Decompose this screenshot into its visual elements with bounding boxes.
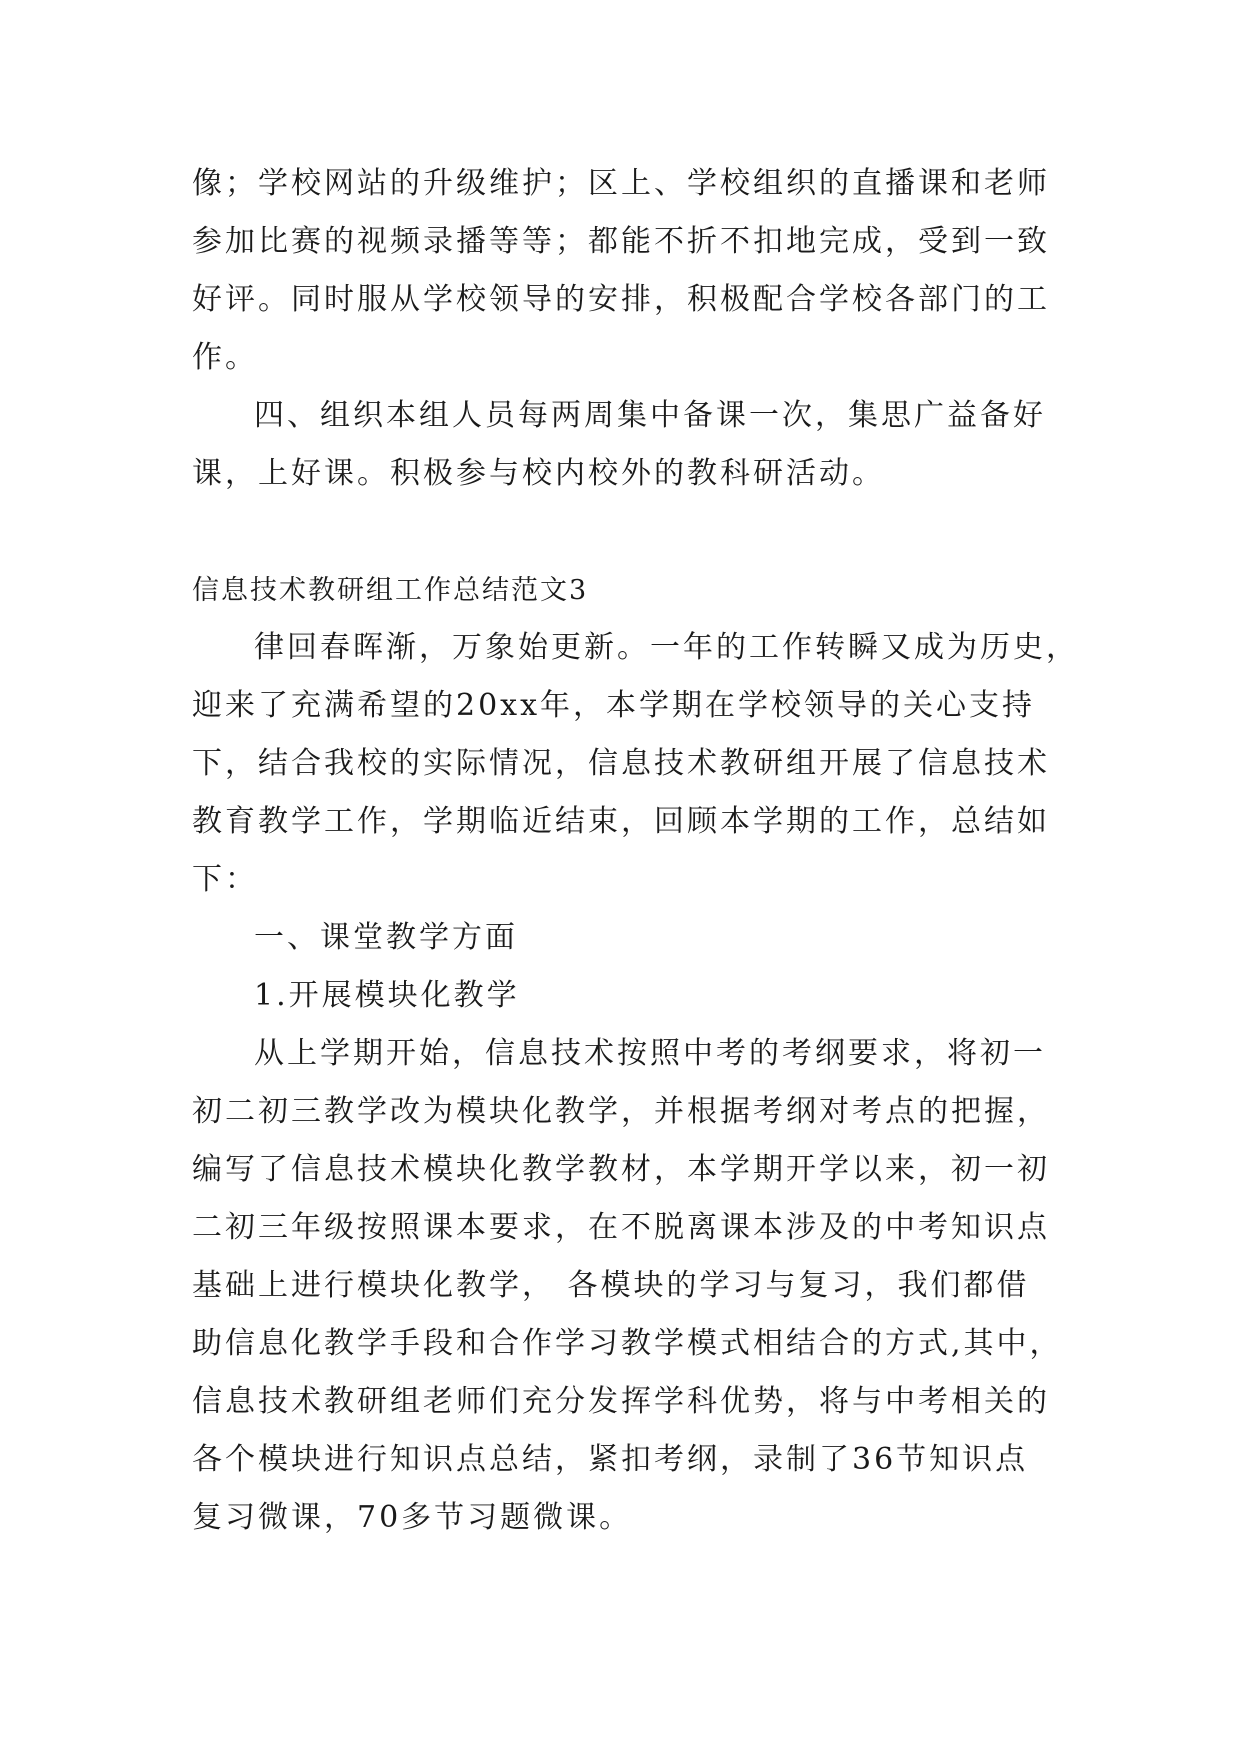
paragraph-line: 助信息化教学手段和合作学习教学模式相结合的方式,其中， xyxy=(192,1326,1063,1361)
paragraph-line: 基础上进行模块化教学， 各模块的学习与复习，我们都借 xyxy=(192,1268,1030,1303)
paragraph-line: 信息技术教研组老师们充分发挥学科优势，将与中考相关的 xyxy=(192,1384,1050,1419)
paragraph-line: 迎来了充满希望的20xx年，本学期在学校领导的关心支持 xyxy=(192,688,1036,723)
paragraph-line: 初二初三教学改为模块化教学，并根据考纲对考点的把握， xyxy=(192,1094,1050,1129)
subheading: 1.开展模块化教学 xyxy=(254,978,520,1013)
paragraph-line: 教育教学工作，学期临近结束，回顾本学期的工作，总结如 xyxy=(192,804,1050,839)
paragraph-line: 课，上好课。积极参与校内校外的教科研活动。 xyxy=(192,456,885,491)
paragraph-line: 复习微课，70多节习题微课。 xyxy=(192,1500,633,1535)
paragraph-line: 下： xyxy=(192,862,258,897)
paragraph-line: 好评。同时服从学校领导的安排，积极配合学校各部门的工 xyxy=(192,282,1050,317)
paragraph-line: 二初三年级按照课本要求，在不脱离课本涉及的中考知识点 xyxy=(192,1210,1050,1245)
paragraph-line: 下，结合我校的实际情况，信息技术教研组开展了信息技术 xyxy=(192,746,1050,781)
paragraph-line: 从上学期开始，信息技术按照中考的考纲要求，将初一 xyxy=(254,1036,1046,1071)
paragraph-line: 四、组织本组人员每两周集中备课一次，集思广益备好 xyxy=(254,398,1046,433)
paragraph-line: 编写了信息技术模块化教学教材，本学期开学以来，初一初 xyxy=(192,1152,1050,1187)
paragraph-line: 参加比赛的视频录播等等；都能不折不扣地完成，受到一致 xyxy=(192,224,1050,259)
paragraph-line: 律回春晖渐，万象始更新。一年的工作转瞬又成为历史， xyxy=(254,630,1079,665)
paragraph-line: 像；学校网站的升级维护；区上、学校组织的直播课和老师 xyxy=(192,166,1050,201)
section-title: 信息技术教研组工作总结范文3 xyxy=(192,575,589,606)
paragraph-line: 各个模块进行知识点总结，紧扣考纲，录制了36节知识点 xyxy=(192,1442,1029,1477)
paragraph-line: 作。 xyxy=(192,340,258,375)
subheading: 一、课堂教学方面 xyxy=(254,920,518,955)
